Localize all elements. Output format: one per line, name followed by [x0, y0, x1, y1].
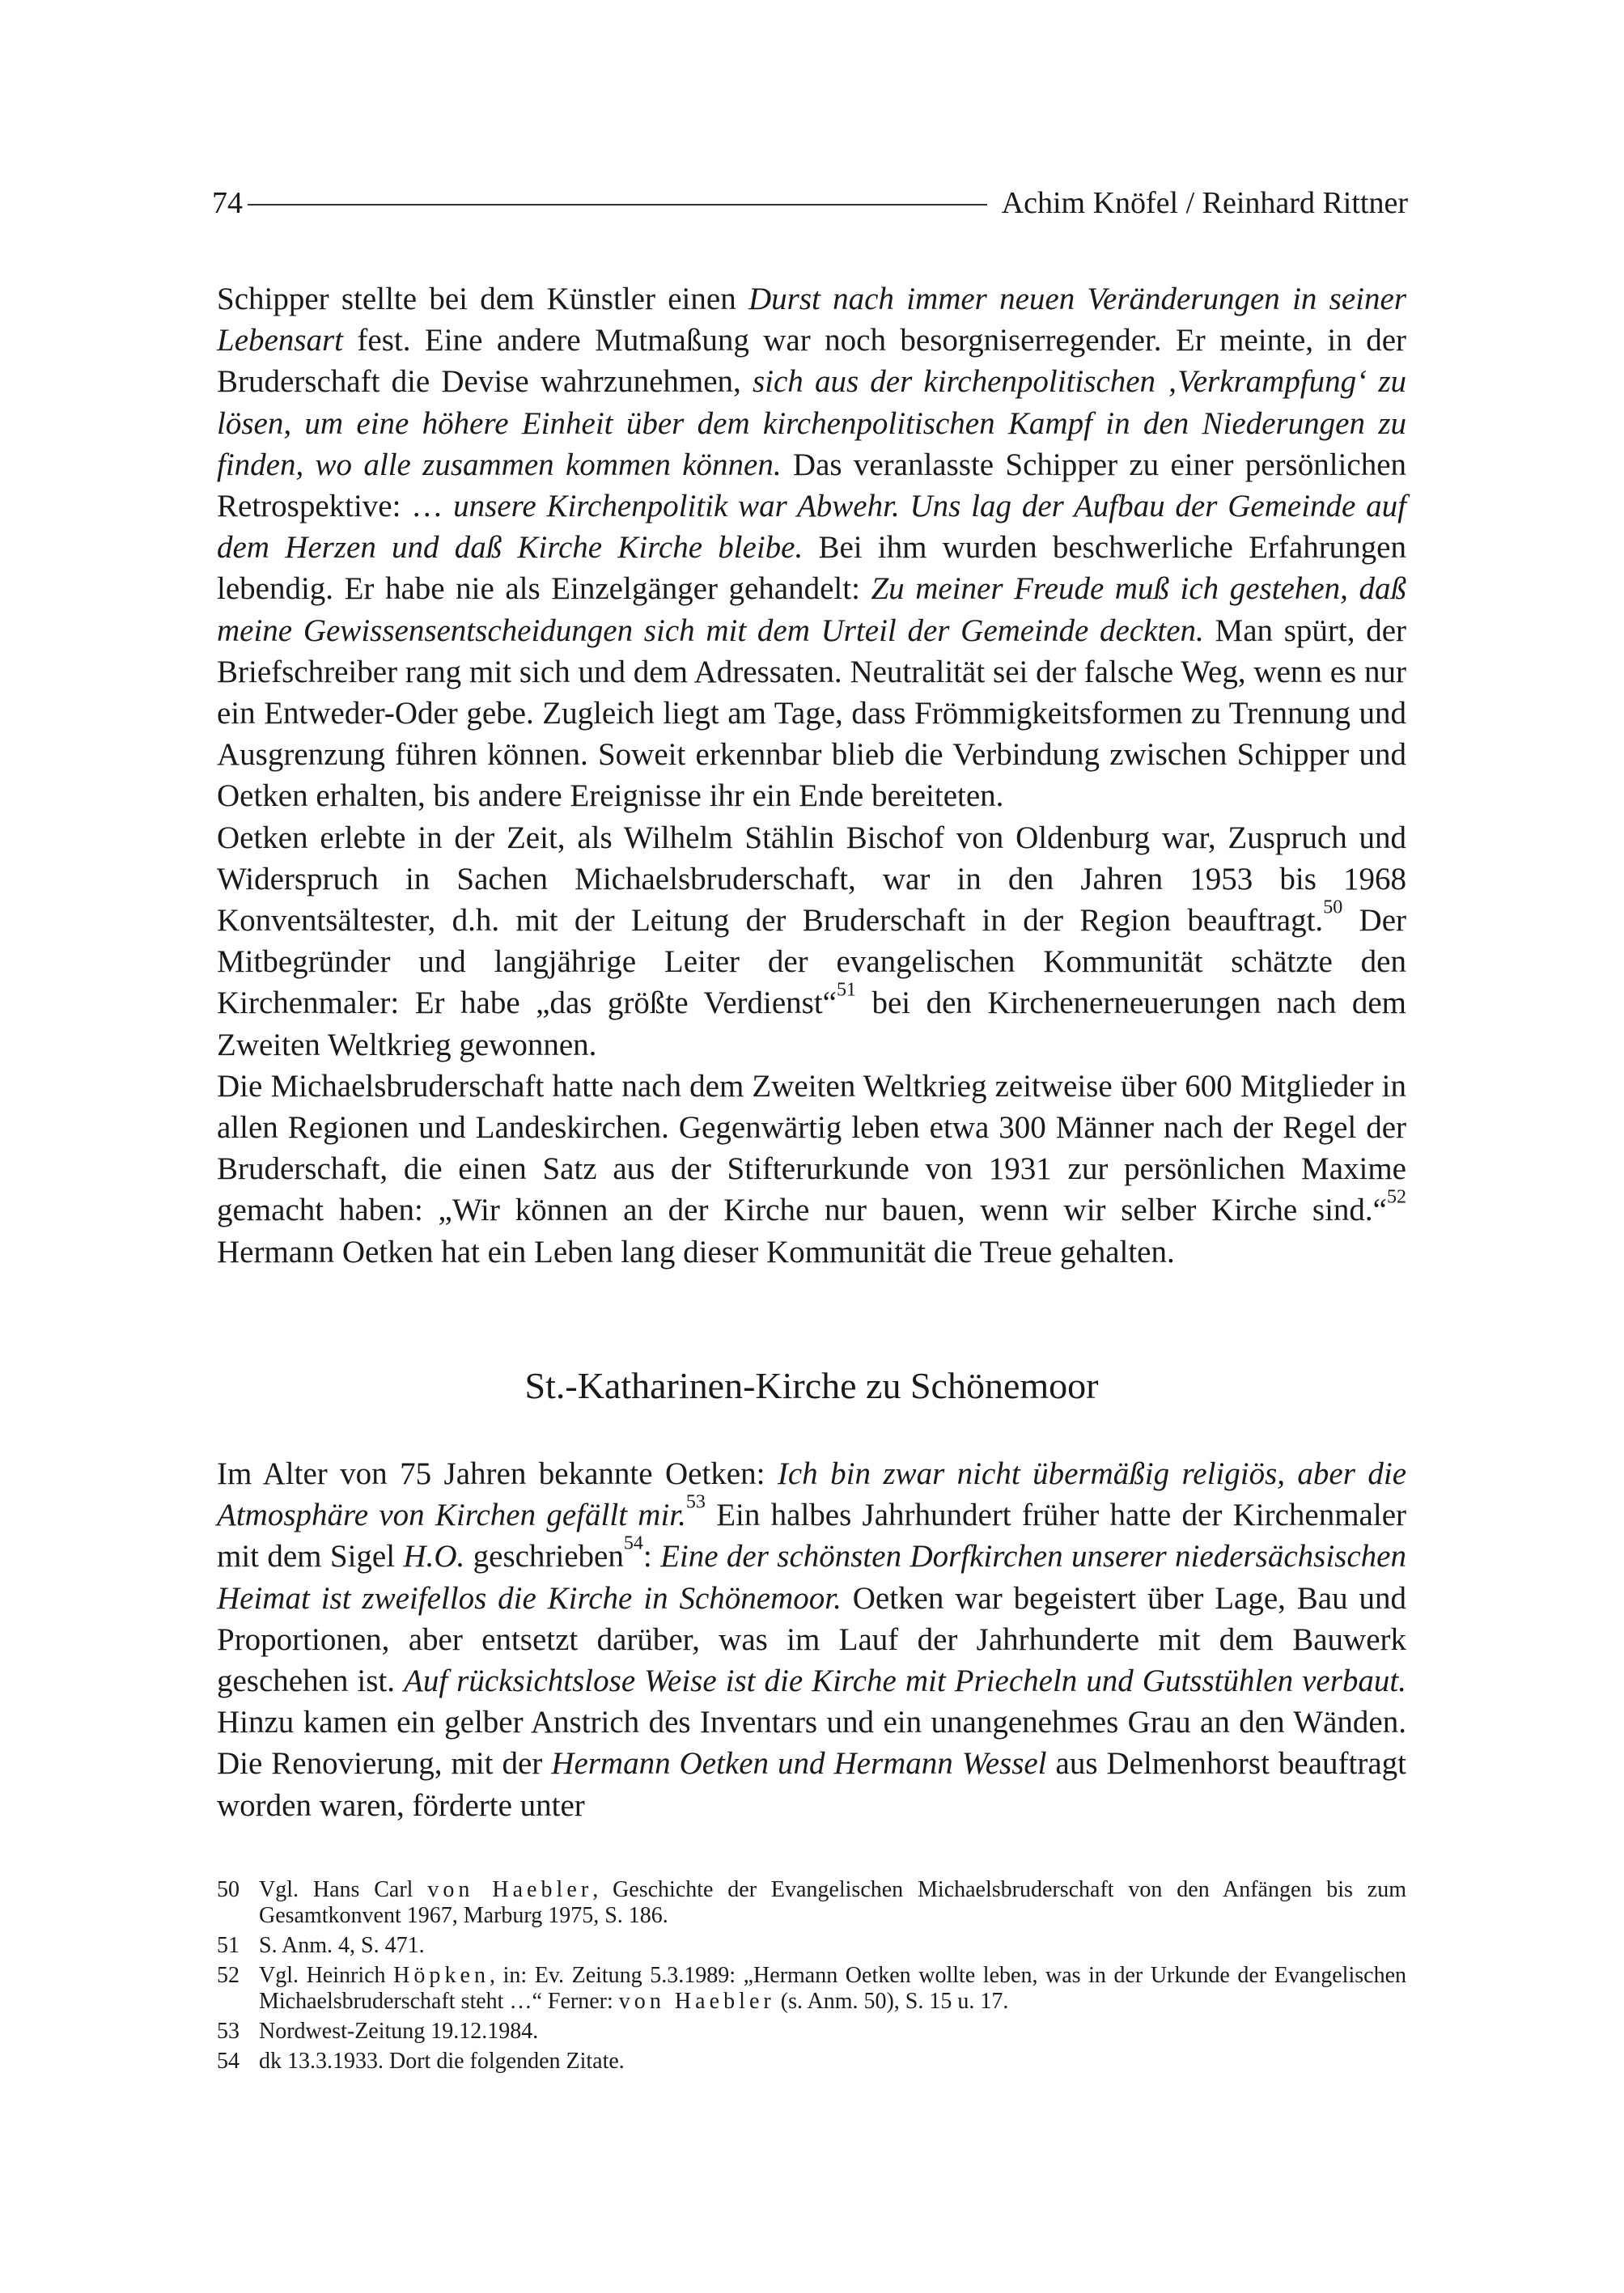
footnote-item [217, 2019, 1406, 2045]
text-run: S. Anm. 4, S. 471. [259, 1933, 425, 1958]
italic-quote: H.O. [403, 1539, 465, 1575]
paragraph-1 [217, 278, 1406, 817]
footnote-item [217, 1963, 1406, 2015]
text-run: dk 13.3.1933. Dort die folgenden Zitate. [259, 2049, 625, 2074]
paragraph-2 [217, 817, 1406, 1066]
text-run: Oetken erlebte in der Zeit, als Wilhelm Stählin Bischof von Oldenburg war, Zuspruch und Widerspruch in Sachen Michaelsbruderschaft, war in den Jahren 1953 bis 1968 Konventsältester, d.h. mit der Leitung der Bruderschaft in der Region beauftragt. [217, 820, 1406, 939]
italic-quote: Ich bin zwar nicht übermäßig religiös, aber die Atmosphäre von Kirchen gefällt mir. [217, 1456, 1407, 1533]
text-run: Das veranlasste Schipper zu einer persönlichen Retrospektive: … [217, 447, 1406, 524]
text-run: Hermann Oetken hat ein Leben lang dieser Kommunität die Treue gehalten. [217, 1234, 1175, 1269]
footnote-ref: 52 [1387, 1186, 1406, 1208]
footnote-ref: 53 [685, 1491, 706, 1513]
spaced-name: Höpken [393, 1963, 490, 1988]
footnote-text [259, 2049, 1406, 2075]
footnote-number: 53 [217, 2019, 240, 2044]
text-run: Nordwest-Zeitung 19.12.1984. [259, 2019, 539, 2044]
footnote-item [217, 1933, 1406, 1959]
footnote-number: 51 [217, 1933, 240, 1958]
main-text-bottom [217, 1453, 1406, 1826]
text-run: Vgl. Heinrich [259, 1963, 394, 1988]
italic-quote: Auf rücksichtslose Weise ist die Kirche mit Priecheln und Gutsstühlen verbaut. [404, 1664, 1406, 1699]
footnote-ref: 54 [623, 1532, 643, 1554]
text-run: , Geschichte der Evangelischen Michaelsbruderschaft von den Anfängen bis zum Gesamtkonvent 1967, Marburg 1975, S. 186. [259, 1877, 1406, 1928]
footnote-ref: 50 [1323, 896, 1343, 918]
footnote-text [259, 1963, 1406, 2015]
italic-quote: Durst nach immer neuen Veränderungen in seiner Lebensart [217, 282, 1406, 358]
text-run: Der Mitbegründer und langjährige Leiter der evangelischen Kommunität schätzte den Kirchenmaler: Er habe „das größte Verdienst“ [217, 903, 1406, 1021]
text-run: , in: Ev. Zeitung 5.3.1989: „Hermann Oetken wollte leben, was in der Urkunde der Evangelischen Michaelsbruderschaft steht …“ Ferner: [259, 1963, 1406, 2014]
italic-quote: Hermann Oetken und Hermann Wessel [551, 1746, 1047, 1782]
text-run: (s. Anm. 50), S. 15 u. 17. [774, 1989, 1009, 2014]
paragraph-4 [217, 1453, 1406, 1826]
italic-quote: sich aus der kirchenpolitischen ‚Verkrampfung‘ zu lösen, um eine höhere Einheit über dem kirchenpolitischen Kampf in den Niederungen zu finden, wo alle zusammen kommen können. [217, 364, 1406, 482]
text-run: Vgl. Hans Carl [259, 1877, 428, 1902]
section-heading: St.-Katharinen-Kirche zu Schönemoor [524, 1365, 1099, 1406]
text-run: Die Michaelsbruderschaft hatte nach dem Zweiten Weltkrieg zeitweise über 600 Mitglieder in allen Regionen und Landeskirchen. Gegenwärtig leben etwa 300 Männer nach der Regel der Bruderschaft, die einen Satz aus der Stifterurkunde von 1931 zur persönlichen Maxime gemacht haben: „Wir können an der Kirche nur bauen, wenn wir selber Kirche sind.“ [217, 1068, 1406, 1228]
paragraph-3 [217, 1066, 1406, 1273]
text-run: Hinzu kamen ein gelber Anstrich des Inventars und ein unangenehmes Grau an den Wänden. Die Renovierung, mit der [217, 1705, 1406, 1782]
text-run: Im Alter von 75 Jahren bekannte Oetken: [217, 1456, 778, 1491]
footnote-text [259, 1933, 1406, 1959]
text-run: Oetken war begeistert über Lage, Bau und Proportionen, aber entsetzt darüber, was im Lauf der Jahrhunderte mit dem Bauwerk geschehen ist. [217, 1580, 1406, 1699]
footnotes [217, 1877, 1406, 2079]
footnote-number: 52 [217, 1963, 240, 1988]
text-run: geschrieben [464, 1539, 624, 1575]
page-number: 74 [212, 186, 243, 220]
italic-quote: Zu meiner Freude muß ich gestehen, daß meine Gewissensentscheidungen sich mit dem Urteil der Gemeinde deckten. [217, 571, 1406, 648]
text-run: Schipper stellte bei dem Künstler einen [217, 282, 748, 316]
spaced-name: von Haebler [427, 1877, 593, 1902]
running-head-authors: Achim Knöfel / Reinhard Rittner [1001, 186, 1408, 220]
text-run: Bei ihm wurden beschwerliche Erfahrungen lebendig. Er habe nie als Einzelgänger gehandelt: [217, 530, 1406, 607]
text-run: Man spürt, der Briefschreiber rang mit sich und dem Adressaten. Neutralität sei der falsche Weg, wenn es nur ein Entweder-Oder gebe. Zugleich liegt am Tage, dass Frömmigkeitsformen zu Trennung und Ausgrenzung führen können. Soweit erkennbar blieb die Verbindung zwischen Schipper und Oetken erhalten, bis andere Ereignisse ihr ein Ende bereiteten. [217, 612, 1406, 814]
footnote-text [259, 1877, 1406, 1929]
italic-quote: unsere Kirchenpolitik war Abwehr. Uns lag der Aufbau der Gemeinde auf dem Herzen und daß Kirche Kirche bleibe. [217, 489, 1406, 566]
footnote-text [259, 2019, 1406, 2045]
header-rule [248, 204, 987, 206]
italic-quote: Eine der schönsten Dorfkirchen unserer niedersächsischen Heimat ist zweifellos die Kirche in Schönemoor. [217, 1539, 1406, 1616]
footnote-number: 54 [217, 2049, 240, 2074]
footnote-ref: 51 [836, 979, 856, 1001]
main-text-top [217, 278, 1406, 1273]
text-run: bei den Kirchenerneuerungen nach dem Zweiten Weltkrieg gewonnen. [217, 985, 1406, 1062]
text-run: fest. Eine andere Mutmaßung war noch besorgniserregender. Er meinte, in der Bruderschaft die Devise wahrzunehmen, [217, 323, 1406, 400]
text-run: : [642, 1539, 661, 1575]
spaced-name: von Haebler [618, 1989, 775, 2014]
footnote-item [217, 2049, 1406, 2075]
footnote-number: 50 [217, 1877, 240, 1902]
footnote-item [217, 1877, 1406, 1929]
text-run: aus Delmenhorst beauftragt worden waren, förderte unter [217, 1746, 1406, 1823]
running-header [212, 188, 1408, 218]
text-run: Ein halbes Jahrhundert früher hatte der Kirchenmaler mit dem Sigel [217, 1498, 1406, 1575]
